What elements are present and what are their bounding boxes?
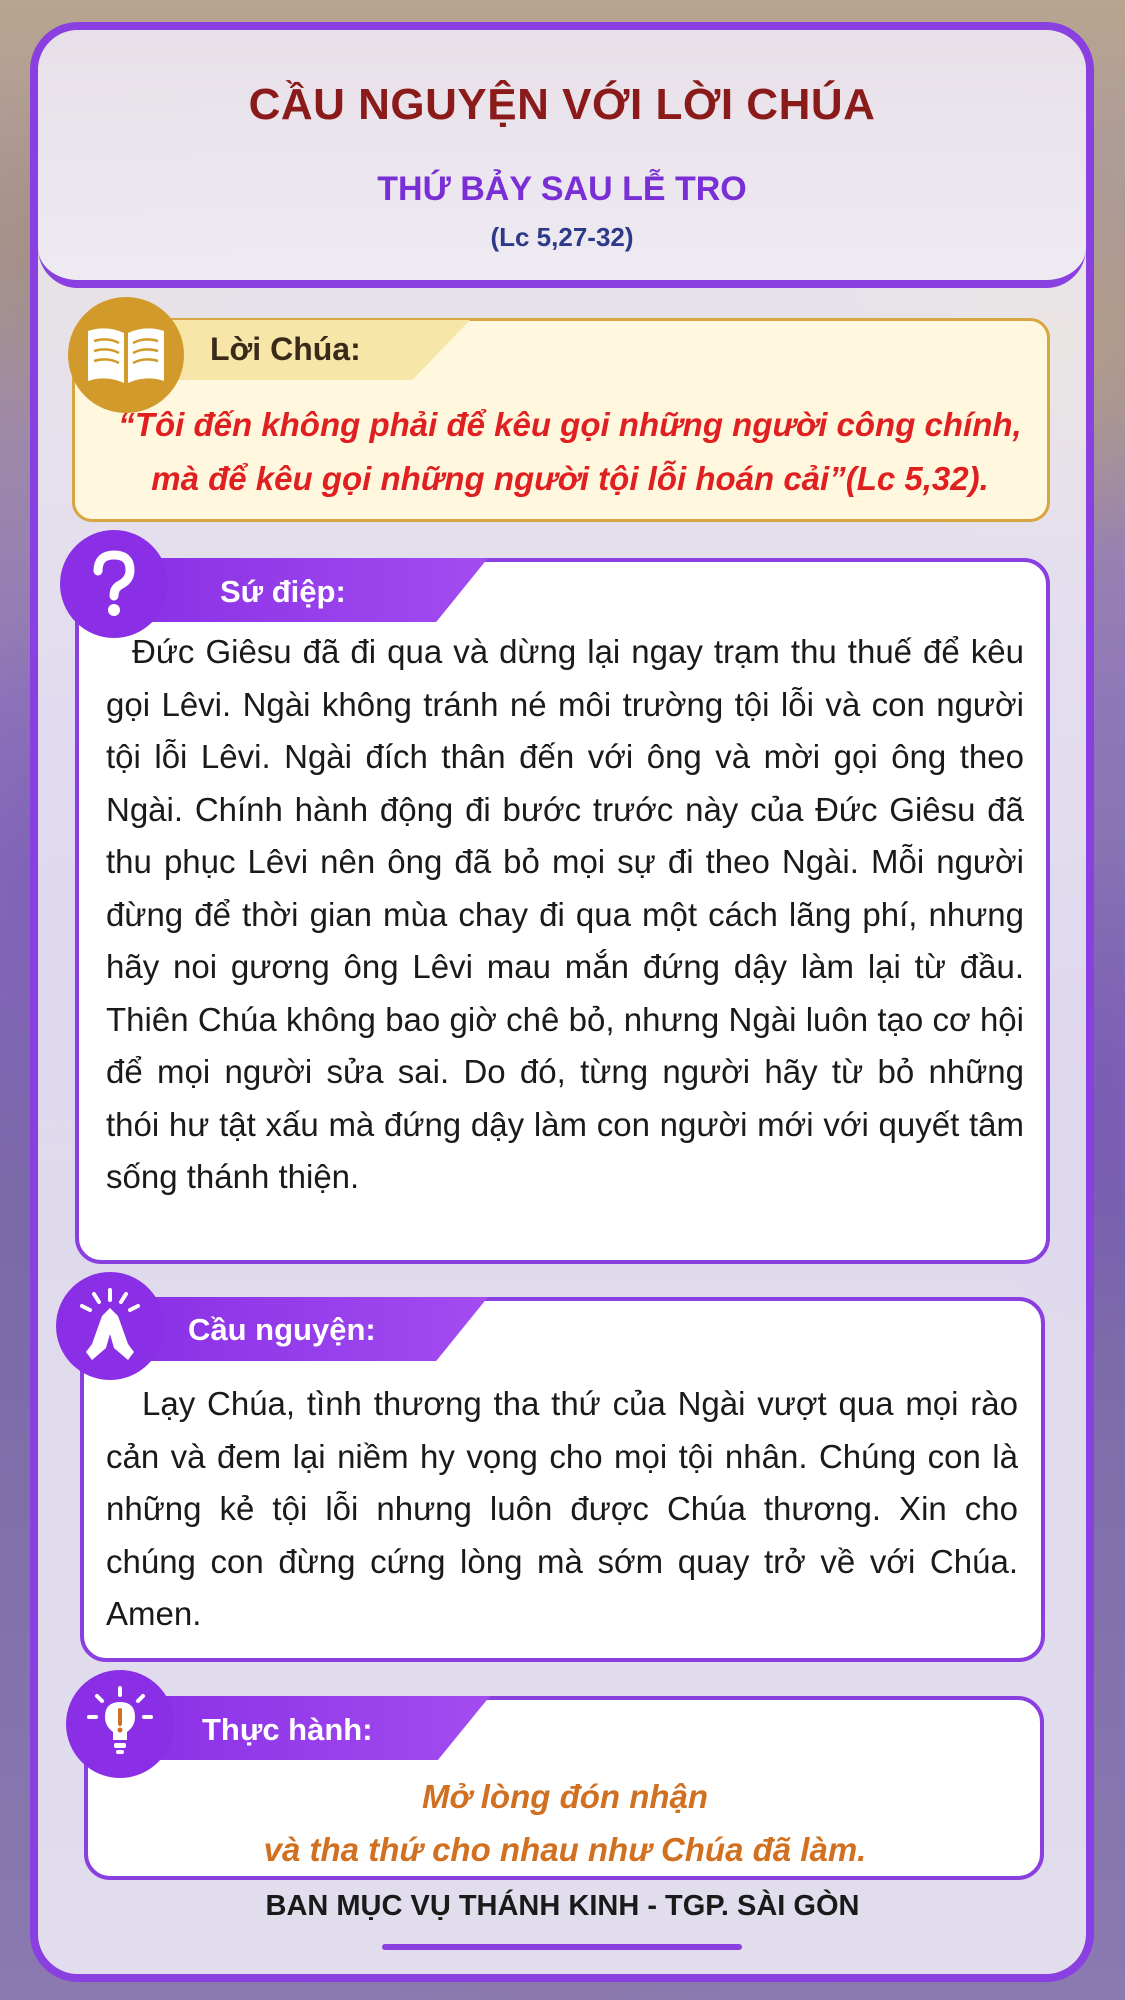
page-title: CẦU NGUYỆN VỚI LỜI CHÚA [248,80,876,129]
practice-label: Thực hành: [202,1712,373,1747]
page-subtitle: THỨ BẢY SAU LỄ TRO [377,170,747,208]
practice-line-1: Mở lòng đón nhận [421,1778,709,1815]
header [38,30,1086,288]
message-label: Sứ điệp: [220,574,346,609]
quote-line-1: “Tôi đến không phải để kêu gọi những người công chính, [118,406,1022,443]
lightbulb-icon [66,1670,174,1778]
practice-text [80,1770,1050,1876]
footer-underline [382,1944,742,1950]
open-book-icon [68,297,184,413]
prayer-label: Cầu nguyện: [188,1312,376,1347]
word-of-god-quote [100,398,1040,506]
practice-line-2: và tha thứ cho nhau như Chúa đã làm. [263,1831,867,1868]
praying-hands-icon [56,1272,164,1380]
word-of-god-label: Lời Chúa: [210,331,361,367]
scripture-reference: (Lc 5,27-32) [490,222,634,252]
footer-credit: BAN MỤC VỤ THÁNH KINH - TGP. SÀI GÒN [265,1890,860,1922]
prayer-text: Lạy Chúa, tình thương tha thứ của Ngài vượt qua mọi rào cản và đem lại niềm hy vọng cho mọi tội nhân. Chúng con là những kẻ tội lỗi nhưng luôn được Chúa thương. Xin cho chúng con đừng cứng lòng mà sớm quay trở về với Chúa. Amen. [106,1385,1018,1632]
message-text: Đức Giêsu đã đi qua và dừng lại ngay trạm thu thuế để kêu gọi Lêvi. Ngài không tránh né môi trường tội lỗi và con người tội lỗi Lêvi. Ngài đích thân đến với ông và mời gọi ông theo Ngài. Chính hành động đi bước trước này của Đức Giêsu đã thu phục Lêvi nên ông đã bỏ mọi sự đi theo Ngài. Mỗi người đừng để thời gian mùa chay đi qua một cách lãng phí, nhưng hãy noi gương ông Lêvi mau mắn đứng dậy làm lại từ đầu. Thiên Chúa không bao giờ chê bỏ, nhưng Ngài luôn tạo cơ hội để mọi người sửa sai. Do đó, từng người hãy từ bỏ những thói hư tật xấu mà đứng dậy làm con người mới với quyết tâm sống thánh thiện. [106,633,1024,1195]
quote-line-2: mà để kêu gọi những người tội lỗi hoán cải”(Lc 5,32). [151,460,989,497]
question-mark-icon [60,530,168,638]
